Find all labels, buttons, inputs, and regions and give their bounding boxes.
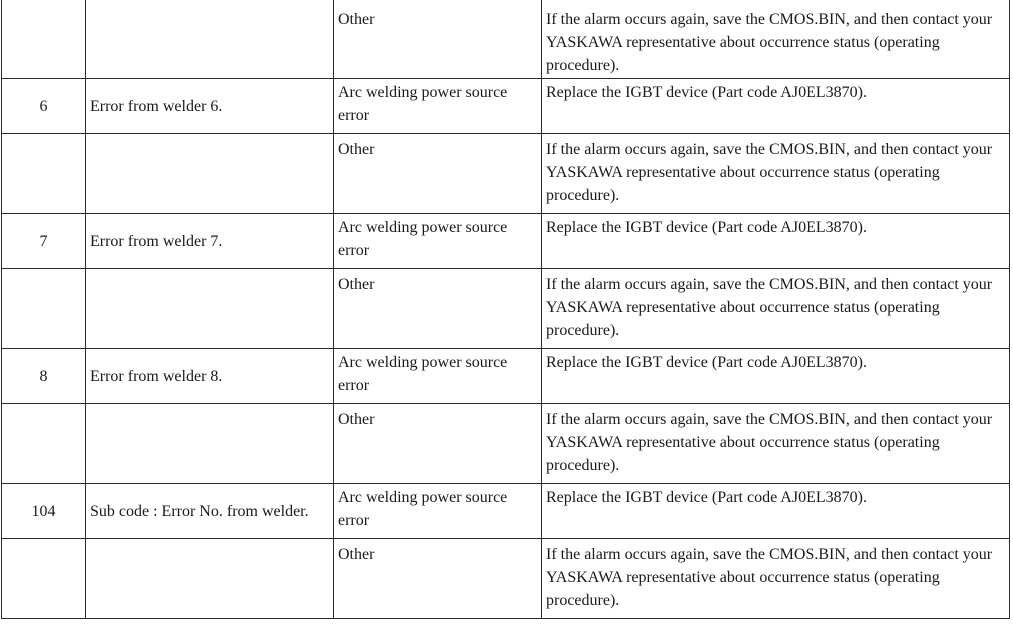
- data-description-cell: Error from welder 8.: [86, 349, 334, 404]
- table-row: [2, 79, 1010, 134]
- data-description-cell: Error from welder 6.: [86, 79, 334, 134]
- remedy-cell: If the alarm occurs again, save the CMOS.BIN, and then contact your YASKAWA representative about occurrence status (operating procedure).: [542, 0, 1010, 79]
- data-description-cell: [86, 539, 334, 619]
- remedy-cell: Replace the IGBT device (Part code AJ0EL3870).: [542, 79, 1010, 134]
- data-number-cell: 6: [2, 79, 86, 134]
- data-number-cell: [2, 404, 86, 484]
- remedy-cell: If the alarm occurs again, save the CMOS.BIN, and then contact your YASKAWA representative about occurrence status (operating procedure).: [542, 269, 1010, 349]
- data-description-cell: Error from welder 7.: [86, 214, 334, 269]
- table-row: [2, 269, 1010, 349]
- alarm-data-table: [1, 0, 1010, 619]
- table-row: [2, 0, 1010, 79]
- table-row: [2, 134, 1010, 214]
- data-description-cell: Sub code : Error No. from welder.: [86, 484, 334, 539]
- data-number-cell: [2, 0, 86, 79]
- cause-cell: Other: [334, 0, 542, 79]
- data-description-cell: [86, 0, 334, 79]
- table-row: [2, 539, 1010, 619]
- cause-cell: Other: [334, 269, 542, 349]
- table-row: [2, 484, 1010, 539]
- table-row: [2, 404, 1010, 484]
- data-number-cell: 7: [2, 214, 86, 269]
- data-number-cell: [2, 269, 86, 349]
- remedy-cell: If the alarm occurs again, save the CMOS.BIN, and then contact your YASKAWA representative about occurrence status (operating procedure).: [542, 134, 1010, 214]
- data-number-cell: [2, 539, 86, 619]
- data-number-cell: 8: [2, 349, 86, 404]
- remedy-cell: If the alarm occurs again, save the CMOS.BIN, and then contact your YASKAWA representative about occurrence status (operating procedure).: [542, 404, 1010, 484]
- cause-cell: Other: [334, 134, 542, 214]
- data-number-cell: [2, 134, 86, 214]
- cause-cell: Other: [334, 404, 542, 484]
- data-number-cell: 104: [2, 484, 86, 539]
- remedy-cell: Replace the IGBT device (Part code AJ0EL3870).: [542, 484, 1010, 539]
- cause-cell: Other: [334, 539, 542, 619]
- cause-cell: Arc welding power source error: [334, 214, 542, 269]
- data-description-cell: [86, 269, 334, 349]
- cause-cell: Arc welding power source error: [334, 79, 542, 134]
- cause-cell: Arc welding power source error: [334, 484, 542, 539]
- table-row: [2, 349, 1010, 404]
- remedy-cell: Replace the IGBT device (Part code AJ0EL3870).: [542, 349, 1010, 404]
- cause-cell: Arc welding power source error: [334, 349, 542, 404]
- remedy-cell: Replace the IGBT device (Part code AJ0EL3870).: [542, 214, 1010, 269]
- table-row: [2, 214, 1010, 269]
- data-description-cell: [86, 134, 334, 214]
- remedy-cell: If the alarm occurs again, save the CMOS.BIN, and then contact your YASKAWA representative about occurrence status (operating procedure).: [542, 539, 1010, 619]
- data-description-cell: [86, 404, 334, 484]
